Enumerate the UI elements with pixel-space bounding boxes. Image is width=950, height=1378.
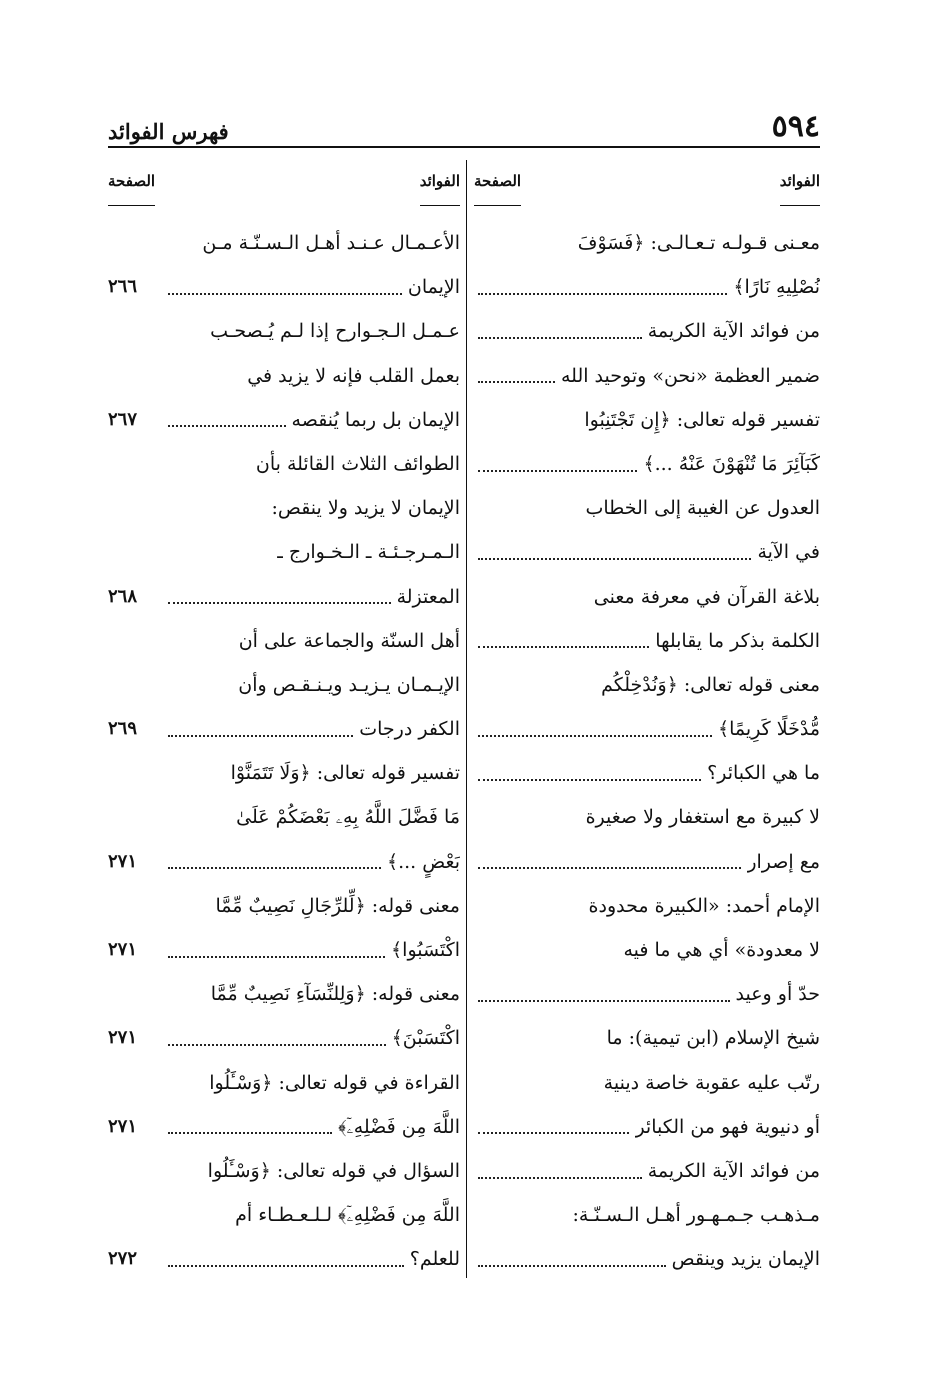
entry-text: مَا فَضَّلَ اللَّهُ بِهِۦ بَعْضَكُمْ عَلَىٰ bbox=[236, 806, 460, 829]
index-entry bbox=[474, 1016, 820, 1149]
page-ref: ٢٧٢ bbox=[108, 1248, 138, 1270]
entry-line bbox=[474, 707, 820, 751]
page-label: الصفحة bbox=[108, 172, 155, 206]
entry-line bbox=[108, 1149, 460, 1193]
entry-line bbox=[474, 1149, 820, 1193]
page-ref: ٢٧١ bbox=[108, 1027, 138, 1049]
index-entry bbox=[108, 751, 460, 884]
leader-dots bbox=[478, 1131, 629, 1134]
entry-text: الطوائف الثلاث القائلة بأن bbox=[255, 452, 460, 475]
leader-dots bbox=[478, 336, 642, 339]
leader-dots bbox=[478, 292, 727, 295]
entry-line bbox=[108, 309, 460, 353]
entry-text: من فوائد الآية الكريمة bbox=[647, 1159, 820, 1182]
leader-dots bbox=[478, 557, 751, 560]
entry-text: أهل السنّة والجماعة على أن bbox=[238, 629, 460, 652]
entry-text: شيخ الإسلام (ابن تيمية): ما bbox=[606, 1027, 820, 1050]
entry-line bbox=[108, 265, 460, 309]
entry-line bbox=[474, 265, 820, 309]
entry-line bbox=[108, 221, 460, 265]
entry-text: لا معدودة» أي هي ما فيه bbox=[623, 939, 820, 961]
entry-text: السؤال في قوله تعالى: ﴿وَسْـَٔلُوا bbox=[207, 1159, 460, 1182]
entry-text: رتّب عليه عقوبة خاصة دينية bbox=[603, 1071, 820, 1094]
entry-text: الإيمان لا يزيد ولا ينقص: bbox=[271, 497, 460, 520]
entry-text: مع إصرار bbox=[747, 850, 820, 873]
entry-line bbox=[474, 840, 820, 884]
entry-line bbox=[474, 1193, 820, 1237]
entry-text: نُصْلِيهِ نَارًا﴾ bbox=[733, 276, 820, 299]
entry-line bbox=[108, 663, 460, 707]
page-ref: ٢٧١ bbox=[108, 939, 138, 960]
entry-text: الكلمة بذكر ما يقابلها bbox=[655, 629, 820, 652]
entry-line bbox=[108, 398, 460, 442]
entry-text: الكفر درجات bbox=[359, 718, 460, 741]
index-entry bbox=[108, 1149, 460, 1282]
entry-text: معنى قوله: ﴿لِّلرِّجَالِ نَصِيبٌ مِّمَّا bbox=[215, 894, 460, 917]
right-index-column bbox=[474, 221, 820, 1282]
index-entry bbox=[108, 309, 460, 442]
entry-text: بعمل القلب فإنه لا يزيد في bbox=[247, 364, 460, 387]
entry-line bbox=[108, 530, 460, 574]
index-entry bbox=[474, 221, 820, 309]
entry-line bbox=[474, 928, 820, 972]
page-ref: ٢٦٦ bbox=[108, 276, 138, 298]
entry-line bbox=[108, 795, 460, 839]
entry-text: الإمام أحمد: «الكبيرة محدودة bbox=[588, 894, 820, 917]
leader-dots bbox=[478, 1264, 666, 1267]
entry-text: اكْتَسَبُوا﴾ bbox=[391, 939, 460, 961]
entry-text: مُّدْخَلًا كَرِيمًا﴾ bbox=[718, 718, 820, 741]
entry-line bbox=[474, 1061, 820, 1105]
entry-line bbox=[108, 354, 460, 398]
page-ref: ٢٧١ bbox=[108, 1115, 138, 1137]
leader-dots bbox=[168, 955, 385, 958]
page-title: فهرس الفوائد bbox=[108, 119, 229, 144]
entry-text: في الآية bbox=[757, 541, 820, 564]
entry-text: لا كبيرة مع استغفار ولا صغيرة bbox=[585, 806, 820, 829]
entry-text: أو دنيوية فهو من الكبائر bbox=[635, 1115, 820, 1138]
index-entry bbox=[474, 398, 820, 486]
leader-dots bbox=[168, 1131, 332, 1134]
index-entry bbox=[474, 751, 820, 795]
leader-dots bbox=[478, 469, 637, 472]
index-entry bbox=[108, 972, 460, 1060]
entry-line bbox=[474, 309, 820, 353]
entry-line bbox=[108, 707, 460, 751]
entry-text: معنى قوله تعالى: ﴿وَنُدْخِلْكُم bbox=[601, 673, 820, 696]
entry-text: اكْتَسَبْنَ﴾ bbox=[391, 1027, 460, 1050]
entry-line bbox=[474, 619, 820, 663]
entry-text: بَعْضٍ ...﴾ bbox=[386, 850, 460, 873]
entry-line bbox=[474, 442, 820, 486]
page-ref: ٢٦٩ bbox=[108, 718, 138, 740]
index-entry bbox=[474, 795, 820, 883]
entry-text: كَبَآئِرَ مَا تُنْهَوْنَ عَنْهُ ...﴾ bbox=[643, 452, 820, 475]
entry-line bbox=[108, 751, 460, 795]
entry-line bbox=[108, 928, 460, 972]
index-entry bbox=[108, 442, 460, 619]
topics-label: الفوائد bbox=[420, 172, 460, 206]
index-entry bbox=[108, 884, 460, 972]
leader-dots bbox=[478, 734, 712, 737]
entry-line bbox=[474, 795, 820, 839]
entry-line bbox=[474, 884, 820, 928]
entry-text: من فوائد الآية الكريمة bbox=[647, 320, 820, 343]
entry-text: الإيمان بل ربما يُنقصه bbox=[291, 408, 460, 431]
leader-dots bbox=[168, 601, 391, 604]
entry-line bbox=[108, 972, 460, 1016]
entry-text: للعلم؟ bbox=[409, 1248, 460, 1271]
entry-text: اللَّهَ مِن فَضْلِهِۦٓ﴾ bbox=[338, 1115, 460, 1138]
leader-dots bbox=[478, 866, 741, 869]
entry-text: مـذهـب جـمـهـور أهـل الـسـنّـة: bbox=[572, 1204, 820, 1227]
index-entry bbox=[108, 1061, 460, 1149]
entry-line bbox=[474, 1016, 820, 1060]
index-entry bbox=[474, 309, 820, 353]
leader-dots bbox=[168, 1043, 386, 1046]
index-entry bbox=[108, 619, 460, 752]
left-column-header bbox=[108, 172, 460, 206]
header-rule bbox=[108, 146, 820, 148]
entry-text: بلاغة القرآن في معرفة معنى bbox=[593, 585, 820, 608]
index-entry bbox=[474, 575, 820, 663]
entry-line bbox=[474, 751, 820, 795]
entry-text: الإيـمـان يـزيـد ويـنـقـص وأن bbox=[238, 673, 460, 696]
leader-dots bbox=[478, 1176, 642, 1179]
entry-line bbox=[474, 972, 820, 1016]
page-ref: ٢٦٧ bbox=[108, 408, 138, 430]
entry-line bbox=[108, 1061, 460, 1105]
entry-text: معـنى قـولـه تـعـالـى: ﴿فَسَوْفَ bbox=[577, 232, 820, 254]
entry-line bbox=[108, 1016, 460, 1060]
page-ref: ٢٧١ bbox=[108, 850, 138, 872]
entry-text: اللَّهَ مِن فَضْلِهِۦٓ﴾ لـلـعـطـاء أم bbox=[235, 1204, 460, 1227]
leader-dots bbox=[478, 778, 701, 781]
entry-line bbox=[474, 663, 820, 707]
entry-text: العدول عن الغيبة إلى الخطاب bbox=[585, 497, 820, 520]
entry-text: عـمـل الـجـوارح إذا لـم يُـصحـب bbox=[210, 320, 460, 343]
leader-dots bbox=[478, 380, 555, 383]
topics-label: الفوائد bbox=[780, 172, 820, 206]
index-entry bbox=[474, 663, 820, 751]
entry-text: ما هي الكبائر؟ bbox=[707, 762, 820, 785]
leader-dots bbox=[168, 866, 381, 869]
entry-line bbox=[474, 486, 820, 530]
index-entry bbox=[474, 884, 820, 1017]
leader-dots bbox=[168, 292, 402, 295]
entry-line bbox=[474, 1237, 820, 1281]
entry-text: الـمـرجـئـة ـ الـخـوارج ـ bbox=[277, 541, 460, 564]
leader-dots bbox=[478, 999, 730, 1002]
leader-dots bbox=[168, 734, 353, 737]
entry-line bbox=[108, 486, 460, 530]
column-divider bbox=[466, 160, 467, 1278]
page-header bbox=[108, 100, 820, 144]
index-entry bbox=[474, 1193, 820, 1281]
page-number: ٥٩٤ bbox=[771, 109, 820, 144]
index-entry bbox=[474, 486, 820, 574]
left-index-column bbox=[108, 221, 460, 1282]
entry-line bbox=[474, 221, 820, 265]
index-entry bbox=[108, 221, 460, 309]
entry-text: ضمير العظمة «نحن» وتوحيد الله bbox=[560, 364, 820, 387]
entry-line bbox=[474, 1105, 820, 1149]
entry-line bbox=[108, 840, 460, 884]
leader-dots bbox=[478, 645, 649, 648]
page-label: الصفحة bbox=[474, 172, 521, 206]
entry-line bbox=[474, 398, 820, 442]
entry-line bbox=[108, 1237, 460, 1281]
entry-text: المعتزلة bbox=[396, 585, 460, 608]
leader-dots bbox=[168, 1264, 404, 1267]
entry-line bbox=[108, 619, 460, 663]
entry-text: الإيمان bbox=[407, 276, 460, 299]
entry-text: معنى قوله: ﴿وَلِلنِّسَآءِ نَصِيبٌ مِّمَّا bbox=[210, 983, 460, 1006]
entry-text: القراءة في قوله تعالى: ﴿وَسْـَٔلُوا bbox=[209, 1071, 460, 1094]
entry-text: الأعـمـال عـنـد أهـل الـسـنّـة مـن bbox=[202, 232, 460, 254]
entry-line bbox=[108, 575, 460, 619]
right-column-header bbox=[474, 172, 820, 206]
entry-text: حدّ أو وعيد bbox=[735, 983, 820, 1006]
entry-text: تفسير قوله تعالى: ﴿إِن تَجْتَنِبُوا bbox=[584, 408, 820, 431]
entry-line bbox=[108, 442, 460, 486]
index-entry bbox=[474, 1149, 820, 1193]
entry-line bbox=[474, 575, 820, 619]
entry-text: تفسير قوله تعالى: ﴿وَلَا تَتَمَنَّوْا bbox=[230, 762, 460, 785]
entry-line bbox=[108, 1105, 460, 1149]
entry-text: الإيمان يزيد وينقص bbox=[671, 1248, 820, 1271]
entry-line bbox=[474, 530, 820, 574]
page-ref: ٢٦٨ bbox=[108, 585, 138, 607]
entry-line bbox=[108, 1193, 460, 1237]
entry-line bbox=[474, 354, 820, 398]
entry-line bbox=[108, 884, 460, 928]
index-entry bbox=[474, 354, 820, 398]
leader-dots bbox=[168, 424, 286, 427]
